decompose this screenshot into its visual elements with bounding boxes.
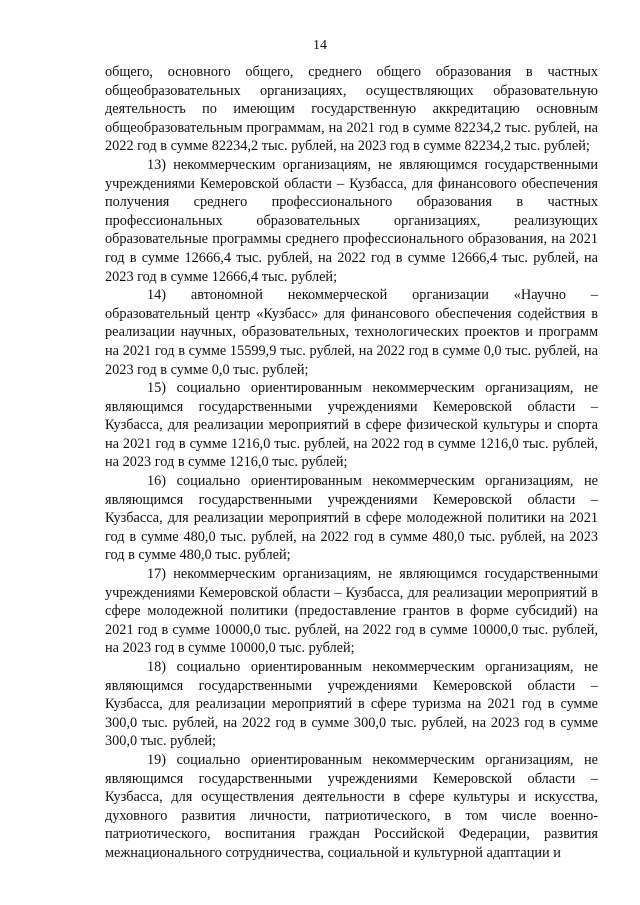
paragraph-item-18: 18) социально ориентированным некоммерческим организациям, не являющимся государственными учреждениями Кемеровской области – Кузбасса, для реализации мероприятий в сфере туризма на 2021 год в сумме 300,0 тыс. рублей, на 2022 год в сумме 300,0 тыс. рублей, на 2023 год в сумме 300,0 тыс. рублей; [105, 659, 598, 750]
paragraph-item-17: 17) некоммерческим организациям, не являющимся государственными учреждениями Кемеровской области – Кузбасса, для реализации мероприятий в сфере молодежной политики (предоставление грантов в форме субсидий) на 2021 год в сумме 10000,0 тыс. рублей, на 2022 год в сумме 10000,0 тыс. рублей, на 2023 год в сумме 10000,0 тыс. рублей; [105, 566, 598, 657]
document-body [105, 63, 598, 863]
paragraph-item-13: 13) некоммерческим организациям, не являющимся государственными учреждениями Кемеровской области – Кузбасса, для финансового обеспечения получения среднего профессионального образования в частных профессиональных образовательных организациях, реализующих образовательные программы среднего профессионального образования, на 2021 год в сумме 12666,4 тыс. рублей, на 2022 год в сумме 12666,4 тыс. рублей, на 2023 год в сумме 12666,4 тыс. рублей; [105, 156, 598, 285]
paragraph-item-15: 15) социально ориентированным некоммерческим организациям, не являющимся государственными учреждениями Кемеровской области – Кузбасса, для реализации мероприятий в сфере физической культуры и спорта на 2021 год в сумме 1216,0 тыс. рублей, на 2022 год в сумме 1216,0 тыс. рублей, на 2023 год в сумме 1216,0 тыс. рублей; [105, 380, 598, 471]
page-number: 14 [313, 38, 327, 53]
paragraph-continuation: общего, основного общего, среднего общего образования в частных общеобразовательных организациях, осуществляющих образовательную деятельность по имеющим государственную аккредитацию основным общеобразовательным программам, на 2021 год в сумме 82234,2 тыс. рублей, на 2022 год в сумме 82234,2 тыс. рублей, на 2023 год в сумме 82234,2 тыс. рублей; [105, 64, 598, 155]
paragraph-item-16: 16) социально ориентированным некоммерческим организациям, не являющимся государственными учреждениями Кемеровской области – Кузбасса, для реализации мероприятий в сфере молодежной политики на 2021 год в сумме 480,0 тыс. рублей, на 2022 год в сумме 480,0 тыс. рублей, на 2023 год в сумме 480,0 тыс. рублей; [105, 473, 598, 564]
paragraph-item-19: 19) социально ориентированным некоммерческим организациям, не являющимся государственными учреждениями Кемеровской области – Кузбасса, для осуществления деятельности в сфере культуры и искусства, духовного развития личности, патриотического, в том числе военно-патриотического, воспитания граждан Российской Федерации, развития межнационального сотрудничества, социальной и культурной адаптации и [105, 751, 598, 861]
paragraph-item-14: 14) автономной некоммерческой организации «Научно – образовательный центр «Кузбасс» для финансового обеспечения содействия в реализации научных, образовательных, технологических проектов и программ на 2021 год в сумме 15599,9 тыс. рублей, на 2022 год в сумме 0,0 тыс. рублей, на 2023 год в сумме 0,0 тыс. рублей; [105, 287, 598, 378]
